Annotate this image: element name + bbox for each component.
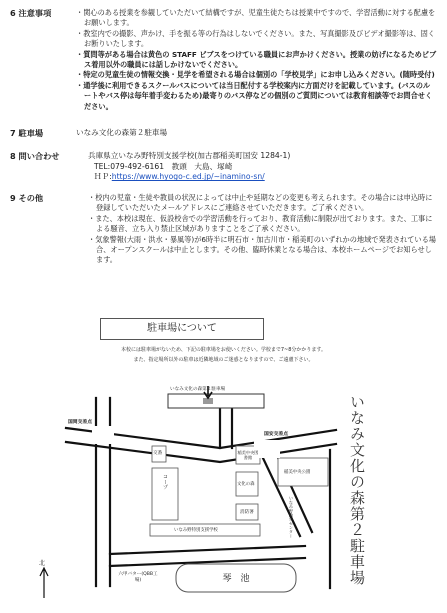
map-title: 駐車場について <box>100 318 264 340</box>
note-item: ・特定の児童生徒の情報交換・見学を希望される場合は個別の「学校見学」にお申し込みください。(随時受付) <box>76 70 435 80</box>
parking-text: いなみ文化の森第２駐車場 <box>76 128 168 137</box>
note-item: ・教室内での撮影、声かけ、手を振る等の行為はしないでください。また、写真撮影及びビデオ撮影等は、固くお断りいたします。 <box>76 28 435 49</box>
label-kouban: 交番 <box>153 451 163 456</box>
section-label: 8 問い合わせ <box>10 151 60 161</box>
label-parking-top: いなみ文化の森第２駐車場 <box>170 387 226 392</box>
label-intersection-right: 国安交差点 <box>264 432 288 437</box>
north-arrow-icon <box>40 568 48 598</box>
section-label: 9 その他 <box>10 193 44 203</box>
note-item: ・質問等がある場合は黄色の STAFF ビブスをつけている職員にお声かけください。授業の妨げになるためビブス着用以外の職員には話しかけないでください。 <box>76 49 437 70</box>
label-bunka: 文化の森 <box>237 482 255 487</box>
other-item: ・校内の児童・生徒や教員の状況によっては中止や延期などの変更も考えられます。その場合には申込時に登録していただいたメールアドレスにご連絡させていただきます。ご了承ください。 <box>88 193 433 213</box>
label-rokubu: 六甲バター(QBB工場) <box>118 572 158 583</box>
intersection-left <box>92 426 114 444</box>
label-kinrin: いなみ野勤労センター <box>289 496 294 538</box>
section-label: 7 駐車場 <box>10 128 44 138</box>
label-pond: 琴 池 <box>222 574 250 584</box>
label-fire: 消防署 <box>240 510 254 515</box>
map-notice: 本校には駐車場がないため、下記の駐車場をお使いください。学校まで7~8分かかります。 <box>121 347 326 353</box>
label-coop: コープ <box>162 474 168 490</box>
label-intersection-left: 国岡交差点 <box>68 420 92 425</box>
note-item: ・通学後に利用できるスクールバスについては当日配付する学校案内に方面だけを記載しています。(バスのルートやバス停は毎年着手変わるため)最寄りのバス停などの個別のご質問については教育相談等でお問合せください。 <box>76 80 433 111</box>
road-bottom <box>110 546 305 554</box>
label-school: いなみ野特別支援学校 <box>174 528 218 533</box>
contact-phone: TEL:079-492-6161 教頭 大島、塚崎 <box>94 161 233 171</box>
label-north: 北 <box>39 560 46 567</box>
other-item: ・また、本校は現在、仮設校舎での学習活動を行っており、教育活動に制限が出ております。また、工事による騒音、立ち入り禁止区域がありますことをご了承ください。 <box>88 213 433 234</box>
label-library: 稲美中央図書館 <box>237 450 259 460</box>
parking-lot <box>168 394 264 408</box>
hp-prefix: ＨＰ: <box>94 172 112 182</box>
contact-address: 兵庫県立いなみ野特別支援学校(加古郡稲美町国安 1284-1) <box>88 151 291 160</box>
note-item: ・関心のある授業を参観していただいて結構ですが、児童生徒たちは授業中ですので、学習活動に対する配慮をお願いします。 <box>76 8 436 28</box>
map-notice: また、指定場所以外の駐車は近隣地域のご迷惑となりますので、ご遠慮下さい。 <box>133 357 314 363</box>
vertical-parking-label: いなみ文化の森第２駐車場 <box>348 394 366 586</box>
label-chuo-park: 稲美中央公園 <box>284 470 311 475</box>
section-label: 6 注意事項 <box>10 8 52 18</box>
other-item: ・気象警報(大雨・洪水・暴風等)が6時半に明石市・加古川市・稲美町のいずれかの地域で発表されている場合、オープンスクールは中止とします。その他、臨時休業となる場合は、本校ホームページでお知らせします。 <box>88 234 436 265</box>
homepage-link[interactable]: https://www.hyogo-c.ed.jp/~inamino-sn/ <box>111 172 265 182</box>
